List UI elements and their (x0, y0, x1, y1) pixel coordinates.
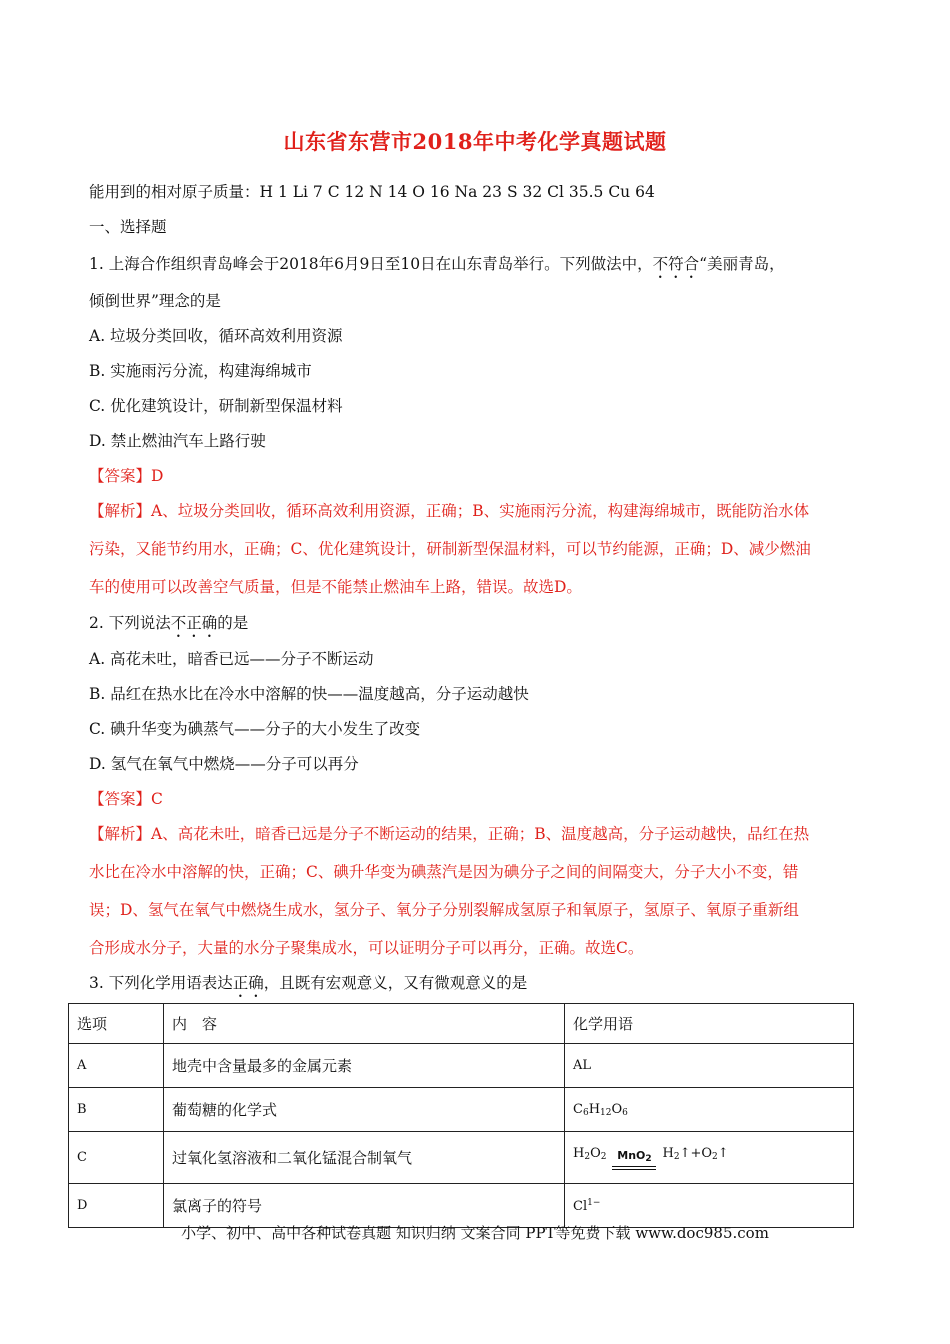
q2-analysis-text: A、高花未吐，暗香已远是分子不断运动的结果，正确；B、温度越高，分子运动越快，品红在热 (151, 825, 810, 843)
row-d-content: 氯离子的符号 (164, 1184, 565, 1228)
row-b-content: 葡萄糖的化学式 (164, 1088, 565, 1132)
row-b-option: B (69, 1088, 164, 1132)
q2-analysis-line4: 合形成水分子，大量的水分子聚集成水，可以证明分子可以再分，正确。故选C。 (89, 939, 644, 957)
question-2-stem (89, 611, 248, 641)
q2-analysis-label: 【解析】 (89, 825, 152, 843)
q2-emphasis: 不正确 (170, 614, 218, 632)
question-1-stem (89, 252, 785, 282)
q3-stem-text: 3. 下列化学用语表达 (89, 974, 233, 992)
row-c-option: C (69, 1132, 164, 1184)
header-option: 选项 (69, 1004, 164, 1044)
q2-answer: 【答案】C (89, 790, 163, 808)
q1-analysis-text: A、垃圾分类回收，循环高效利用资源，正确；B、实施雨污分流，构建海绵城市，既能防治水体 (151, 502, 810, 520)
q1-analysis-line1 (89, 499, 809, 521)
header-formula: 化学用语 (565, 1004, 854, 1044)
row-c-formula: $H_2O_2$ MnO$_2$ $H_2↑+O_2↑$ (565, 1132, 854, 1184)
q3-stem-text-end: ，且既有宏观意义，又有微观意义的是 (263, 974, 528, 992)
q1-analysis-label: 【解析】 (89, 502, 152, 520)
question-3-stem (89, 971, 527, 1001)
q3-emphasis: 正确 (232, 974, 264, 992)
row-b-formula: $C_6H_{12}O_6$ (565, 1088, 854, 1132)
q1-stem-text-end: “美丽青岛， (699, 255, 785, 273)
q2-option-d: D. 氢气在氧气中燃烧——分子可以再分 (89, 755, 359, 773)
row-d-option: D (69, 1184, 164, 1228)
q2-option-b: B. 品红在热水比在冷水中溶解的快——温度越高，分子运动越快 (89, 685, 529, 703)
catalyst-arrow: MnO$_2$ (612, 1150, 656, 1170)
q2-analysis-line3: 误；D、氢气在氧气中燃烧生成水，氢分子、氧分子分别裂解成氢原子和氧原子，氢原子、氧原子重新组 (89, 901, 799, 919)
page-footer: 小学、初中、高中各种试卷真题 知识归纳 文案合同 PPT等免费下载 www.doc985.com (181, 1224, 769, 1242)
q2-analysis-line1 (89, 822, 809, 844)
section-heading: 一、选择题 (89, 218, 167, 236)
q1-option-a: A. 垃圾分类回收，循环高效利用资源 (89, 327, 343, 345)
question-1-stem-line2: 倾倒世界”理念的是 (89, 292, 221, 310)
row-d-formula: $Cl^{1-}$ (565, 1184, 854, 1228)
table-row (69, 1132, 854, 1184)
q1-analysis-line2: 污染，又能节约用水，正确；C、优化建筑设计，研制新型保温材料，可以节约能源，正确；D、减少燃油 (89, 540, 811, 558)
q1-option-c: C. 优化建筑设计，研制新型保温材料 (89, 397, 343, 415)
q3-table (68, 1003, 854, 1228)
q1-option-b: B. 实施雨污分流，构建海绵城市 (89, 362, 312, 380)
atomic-mass-line: 能用到的相对原子质量：H 1 Li 7 C 12 N 14 O 16 Na 23 S 32 Cl 35.5 Cu 64 (89, 183, 655, 201)
q2-option-a: A. 高花未吐，暗香已远——分子不断运动 (89, 650, 374, 668)
header-content: 内 容 (164, 1004, 565, 1044)
table-row (69, 1088, 854, 1132)
q2-stem-text-end: 的是 (217, 614, 249, 632)
q2-stem-text: 2. 下列说法 (89, 614, 171, 632)
row-a-content: 地壳中含量最多的金属元素 (164, 1044, 565, 1088)
row-a-option: A (69, 1044, 164, 1088)
q1-answer: 【答案】D (89, 467, 164, 485)
q2-analysis-line2: 水比在冷水中溶解的快，正确；C、碘升华变为碘蒸汽是因为碘分子之间的间隔变大，分子大小不变，错 (89, 863, 799, 881)
table-row (69, 1044, 854, 1088)
row-a-formula: AL (565, 1044, 854, 1088)
page-title: 山东省东营市2018年中考化学真题试题 (283, 129, 667, 154)
q1-analysis-line3: 车的使用可以改善空气质量，但是不能禁止燃油车上路，错误。故选D。 (89, 578, 582, 596)
q2-option-c: C. 碘升华变为碘蒸气——分子的大小发生了改变 (89, 720, 421, 738)
table-header-row (69, 1004, 854, 1044)
q1-emphasis: 不符合 (652, 255, 700, 273)
q1-option-d: D. 禁止燃油汽车上路行驶 (89, 432, 266, 450)
q1-stem-text: 1. 上海合作组织青岛峰会于2018年6月9日至10日在山东青岛举行。下列做法中， (89, 255, 653, 273)
table-row (69, 1184, 854, 1228)
row-c-content: 过氧化氢溶液和二氧化锰混合制氧气 (164, 1132, 565, 1184)
